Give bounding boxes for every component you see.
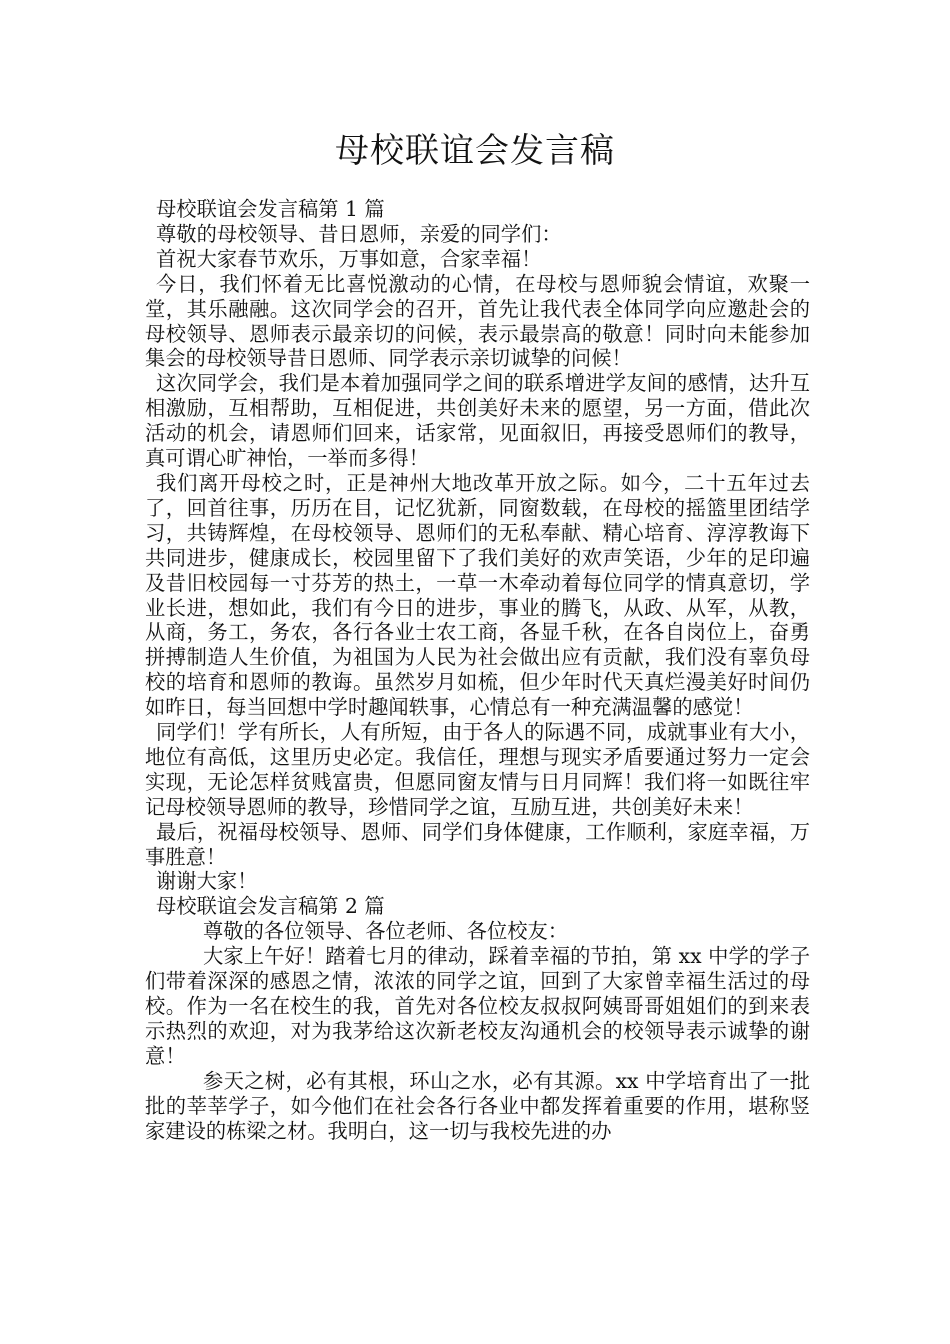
- paragraph: 首祝大家春节欢乐，万事如意，合家幸福！: [156, 246, 542, 271]
- paragraph: 母校联谊会发言稿第 1 篇: [156, 197, 385, 221]
- paragraph: 母校联谊会发言稿第 2 篇: [156, 894, 385, 919]
- paragraph: 今日，我们怀着无比喜悦激动的心情，在母校与恩师貌会情谊，欢聚一堂，其乐融融。这次同学会的召开，首先让我代表全体同学向应邀赴会的母校领导、恩师表示最亲切的问候，表示最崇高的敬意！同时向未能参加集会的母校领导昔日恩师、同学表示亲切诚挚的问候！: [145, 271, 810, 371]
- paragraph: 我们离开母校之时，正是神州大地改革开放之际。如今，二十五年过去了，回首往事，历历在目，记忆犹新，同窗数载，在母校的摇篮里团结学习，共铸辉煌，在母校领导、恩师们的无私奉献、精心培育、淳淳教诲下共同进步，健康成长，校园里留下了我们美好的欢声笑语，少年的足印遍及昔旧校园每一寸芬芳的热土，一草一木牵动着每位同学的情真意切，学业长进，想如此，我们有今日的进步，事业的腾飞，从政、从军，从教，从商，务工，务农，各行各业士农工商，各显千秋，在各自岗位上，奋勇拼搏制造人生价值，为祖国为人民为社会做出应有贡献，我们没有辜负母校的培育和恩师的教诲。虽然岁月如梳，但少年时代天真烂漫美好时间仍如昨日，每当回想中学时趣闻轶事，心情总有一种充满温馨的感觉！: [145, 470, 810, 720]
- paragraph: 最后，祝福母校领导、恩师、同学们身体健康，工作顺利，家庭幸福，万事胜意！: [145, 819, 810, 869]
- paragraph: 大家上午好！踏着七月的律动，踩着幸福的节拍，第 xx 中学的学子们带着深深的感恩之情，浓浓的同学之谊，回到了大家曾幸福生活过的母校。作为一名在校生的我，首先对各位校友叔叔阿姨哥哥姐姐们的到来表示热烈的欢迎，对为我茅给这次新老校友沟通机会的校领导表示诚挚的谢意！: [145, 944, 810, 1068]
- paragraph: 参天之树，必有其根，环山之水，必有其源。xx 中学培育出了一批批的莘莘学子，如今他们在社会各行各业中都发挥着重要的作用，堪称竖家建设的栋梁之材。我明白，这一切与我校先进的办: [145, 1068, 810, 1143]
- paragraph: 尊敬的母校领导、昔日恩师，亲爱的同学们：: [156, 221, 562, 246]
- document-title: 母校联谊会发言稿: [335, 131, 615, 171]
- paragraph: 这次同学会，我们是本着加强同学之间的联系增进学友间的感情，达升互相激励，互相帮助，互相促进，共创美好未来的愿望，另一方面，借此次活动的机会，请恩师们回来，话家常，见面叙旧，再接受恩师们的教导，真可谓心旷神怡，一举而多得！: [145, 371, 810, 471]
- document-body: [145, 197, 810, 1143]
- paragraph: 尊敬的各位领导、各位老师、各位校友：: [203, 919, 569, 944]
- paragraph: 同学们！学有所长，人有所短，由于各人的际遇不同，成就事业有大小，地位有高低，这里历史必定。我信任，理想与现实矛盾要通过努力一定会实现，无论怎样贫贱富贵，但愿同窗友情与日月同辉！我们将一如既往牢记母校领导恩师的教导，珍惜同学之谊，互励互进，共创美好未来！: [145, 720, 810, 819]
- paragraph: 谢谢大家！: [156, 869, 258, 894]
